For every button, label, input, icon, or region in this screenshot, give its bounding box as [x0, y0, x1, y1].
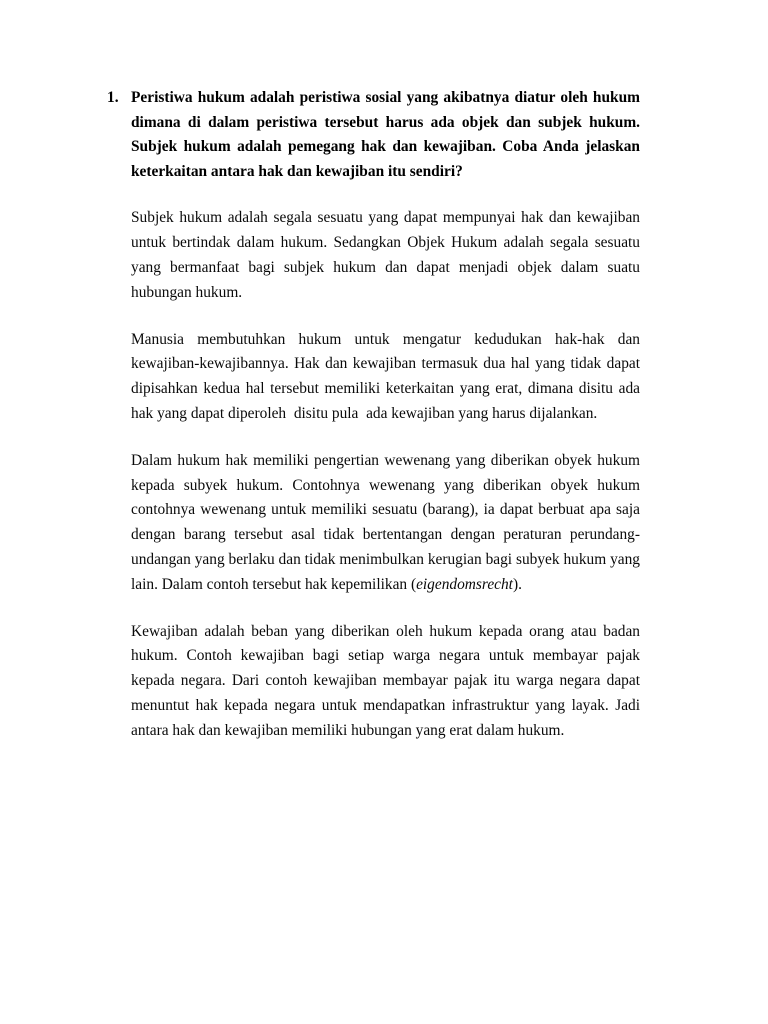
question-heading: Peristiwa hukum adalah peristiwa sosial yang akibatnya diatur oleh hukum dimana di dalam peristiwa tersebut harus ada objek dan subjek hukum. Subjek hukum adalah pemegang hak dan kewajiban. Coba Anda jelaskan keterkaitan antara hak dan kewajiban itu sendiri? — [131, 89, 640, 180]
paragraph-1: Subjek hukum adalah segala sesuatu yang dapat mempunyai hak dan kewajiban untuk bertindak dalam hukum. Sedangkan Objek Hukum adalah segala sesuatu yang bermanfaat bagi subjek hukum dan dapat menjadi objek dalam suatu hubungan hukum. — [131, 209, 644, 301]
paragraph-3-text-after-italic: ). — [512, 575, 522, 593]
paragraph-2: Manusia membutuhkan hukum untuk mengatur kedudukan hak-hak dan kewajiban-kewajibannya. Hak dan kewajiban termasuk dua hal yang tidak dapat dipisahkan kedua hal tersebut memiliki keterkaitan yang erat, dimana disitu ada hak yang dapat diperoleh disitu pula ada kewajiban yang harus dijalankan. — [131, 330, 644, 422]
legal-term-eigendomsrecht: eigendomsrecht — [416, 575, 513, 593]
paragraph-3 — [131, 449, 644, 598]
paragraph-3-text-before-italic: Dalam hukum hak memiliki pengertian wewenang yang diberikan obyek hukum kepada subyek hukum. Contohnya wewenang yang diberikan obyek hukum contohnya wewenang untuk memiliki sesuatu (barang), ia dapat berbuat apa saja dengan barang tersebut asal tidak bertentangan dengan peraturan perundang-undangan yang berlaku dan tidak menimbulkan kerugian bagi subyek hukum yang lain. Dalam contoh tersebut hak kepemilikan ( — [131, 451, 644, 593]
paragraph-4: Kewajiban adalah beban yang diberikan oleh hukum kepada orang atau badan hukum. Contoh kewajiban bagi setiap warga negara untuk membayar pajak kepada negara. Dari contoh kewajiban membayar pajak itu warga negara dapat menuntut hak kepada negara untuk mendapatkan infrastruktur yang layak. Jadi antara hak dan kewajiban memiliki hubungan yang erat dalam hukum. — [131, 622, 644, 739]
answer-body — [131, 206, 644, 743]
question-number: 1. — [107, 89, 119, 106]
question-list-item — [107, 86, 640, 184]
document-content — [107, 86, 644, 744]
